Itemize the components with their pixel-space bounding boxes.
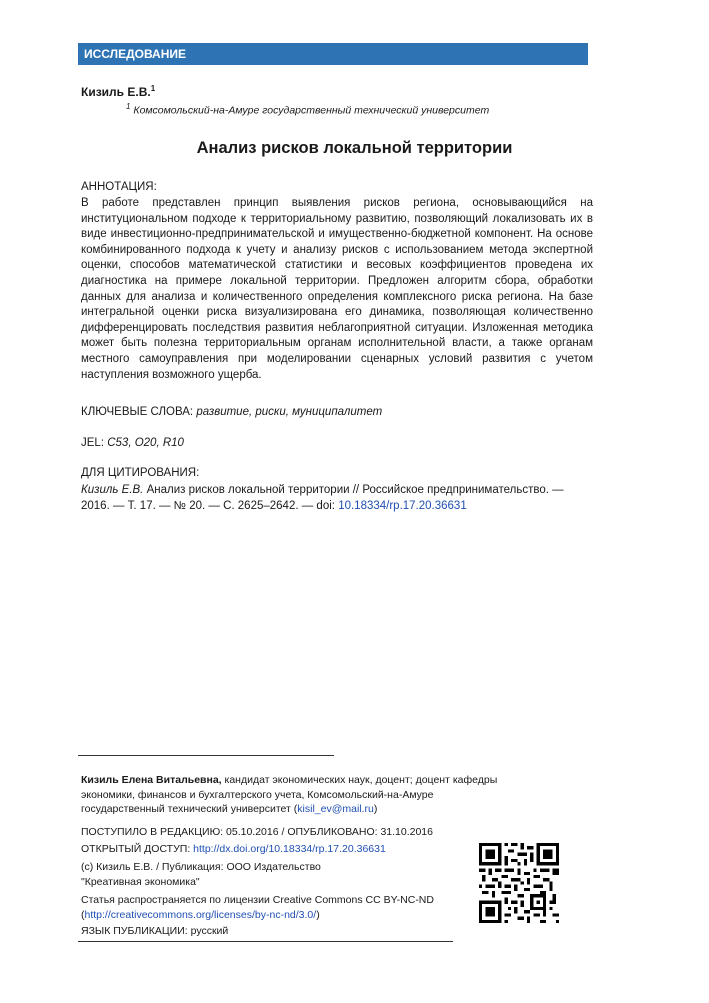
page-title: Анализ рисков локальной территории	[196, 139, 513, 157]
copyright: (c) Кизиль Е.В. / Публикация: ООО Издательство "Креативная экономика"	[81, 861, 321, 888]
footnote-divider	[78, 755, 334, 756]
author-full-name: Кизиль Елена Витальевна,	[81, 774, 222, 786]
affiliation: $^1$ Комсомольский-на-Амуре государственный технический университет	[126, 102, 490, 117]
bottom-divider	[78, 941, 453, 942]
section-banner	[78, 43, 588, 65]
author-name: Кизиль Е.В.$^1$	[81, 84, 156, 99]
jel-label: JEL:	[81, 437, 105, 449]
author-info: Кизиль Елена Витальевна, кандидат экономических наук, доцент; доцент кафедры экономики, финансов и бухгалтерского учета, Комсомольский-на-Амуре государственный технический университет (kisil_ev@mail.ru)	[81, 774, 498, 815]
citation	[81, 482, 593, 514]
open-access-link[interactable]: http://dx.doi.org/10.18334/rp.17.20.36631	[193, 843, 386, 855]
citation-author: Кизиль Е.В.	[81, 484, 144, 496]
jel-value: C53, O20, R10	[107, 437, 184, 449]
language: ЯЗЫК ПУБЛИКАЦИИ: русский	[81, 925, 229, 937]
abstract-text: В работе представлен принцип выявления рисков региона, основывающийся на институциональном подходе к территориальному развитию, позволяющий локализовать их в виде инвестиционно-предпринимательской и имущественно-бюджетной компонент. На основе комбинированного подхода к учету и анализу рисков с использованием метода экспертной оценки, способов математической статистики и весовых коэффициентов проведена их диагностика на примере локальной территории. Предложен алгоритм сбора, обработки данных для анализа и количественного определения комплексного риска региона. На базе интегральной оценки риска визуализирована его динамика, позволяющая количественно дифференцировать последствия развития неблагоприятной ситуации. Изложенная методика может быть полезна территориальным органам исполнительной власти, а также органам местного самоуправления при моделировании сценарных условий развития с учетом наступления возможного ущерба.	[81, 197, 593, 381]
license: Статья распространяется по лицензии Creative Commons CC BY-NC-ND (http://creativecommons.org/licenses/by-nc-nd/3.0/)	[81, 894, 434, 921]
citation-label: ДЛЯ ЦИТИРОВАНИЯ:	[81, 467, 200, 479]
license-link[interactable]: http://creativecommons.org/licenses/by-nc-nd/3.0/	[84, 908, 317, 921]
keywords-label: КЛЮЧЕВЫЕ СЛОВА:	[81, 406, 194, 418]
received-published: ПОСТУПИЛО В РЕДАКЦИЮ: 05.10.2016 / ОПУБЛИКОВАНО: 31.10.2016	[81, 826, 433, 838]
keywords	[81, 406, 382, 418]
citation-doi-link[interactable]: 10.18334/rp.17.20.36631	[338, 500, 467, 512]
author-sup: 1	[150, 84, 156, 93]
keywords-value: развитие, риски, муниципалитет	[196, 406, 383, 418]
author-email-link[interactable]: kisil_ev@mail.ru	[297, 803, 374, 815]
open-access: ОТКРЫТЫЙ ДОСТУП: http://dx.doi.org/10.18334/rp.17.20.36631	[81, 843, 386, 855]
jel	[81, 437, 184, 449]
section-label: ИССЛЕДОВАНИЕ	[84, 47, 186, 61]
affiliation-sup: 1	[126, 102, 131, 111]
abstract-label: АННОТАЦИЯ:	[81, 181, 157, 193]
citation-text: Анализ рисков локальной территории // Российское предпринимательство. — 2016. — Т. 17. — № 20. — С. 2625–2642. — doi:	[81, 484, 564, 512]
qr-code-icon	[479, 843, 559, 923]
